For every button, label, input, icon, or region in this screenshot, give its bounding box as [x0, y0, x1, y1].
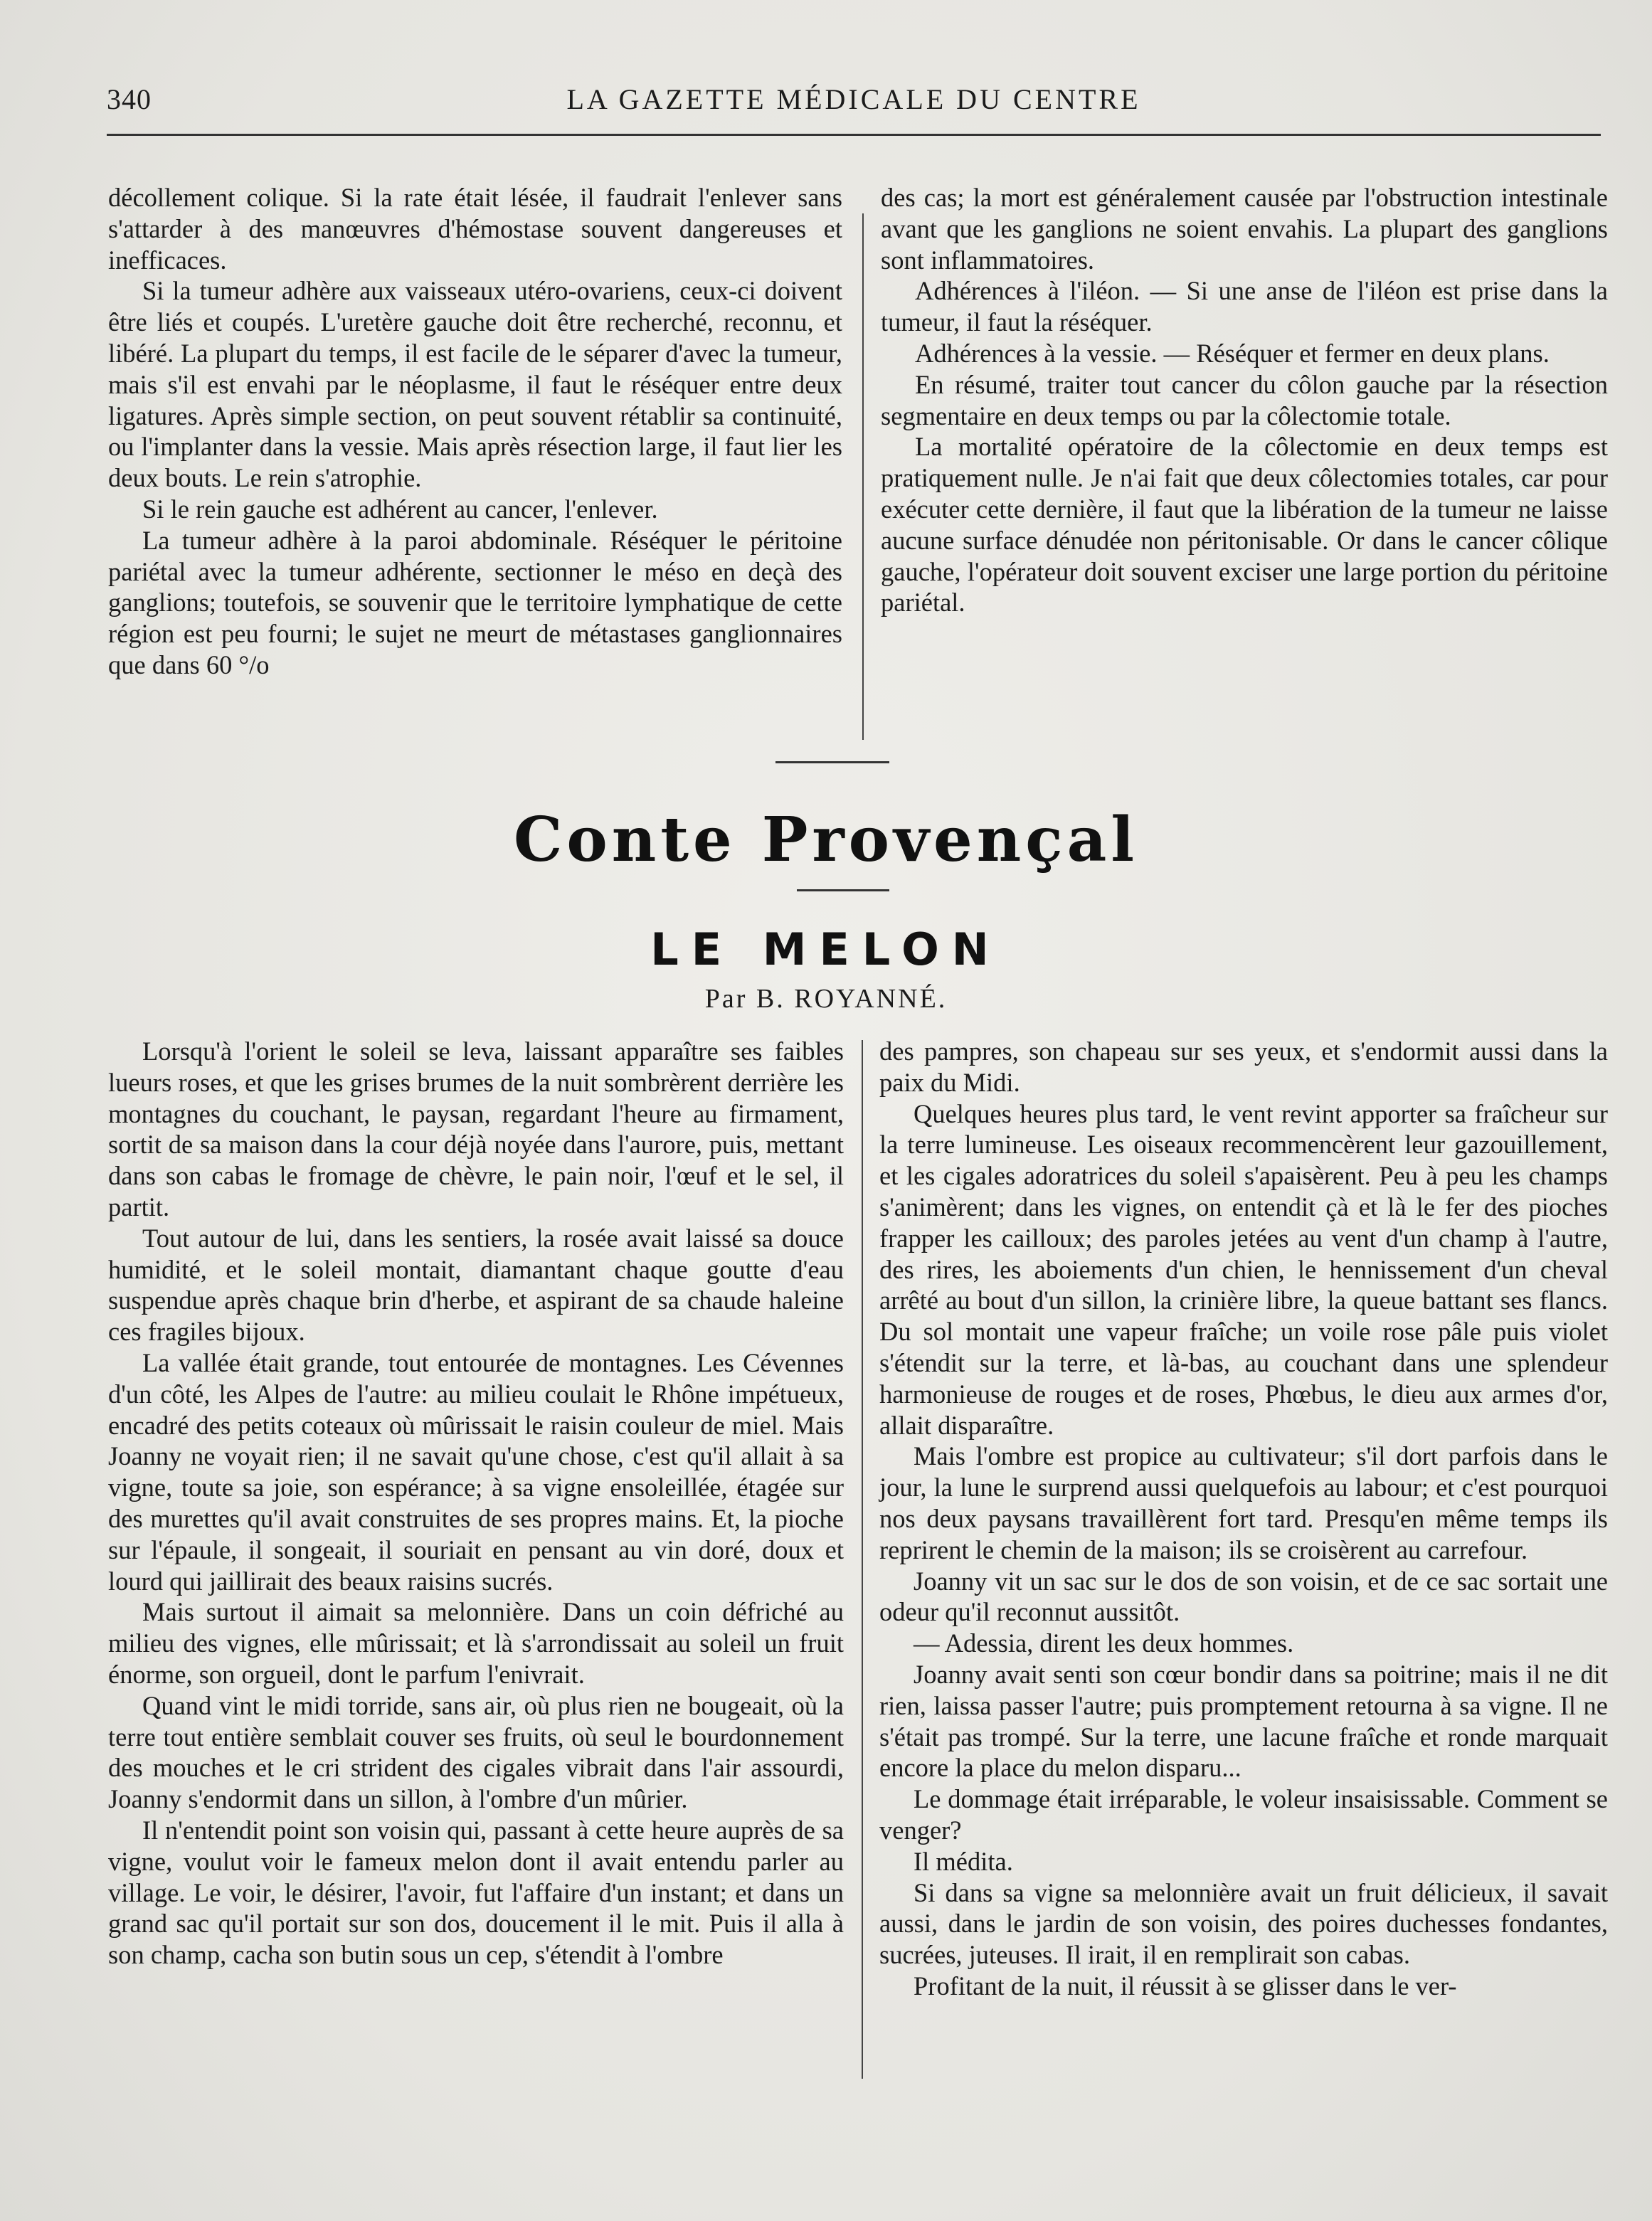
- paragraph: Si dans sa vigne sa melonnière avait un fruit délicieux, il savait aussi, dans le jardin de son voisin, des poires duchesses fondantes, sucrées, juteuses. Il irait, il en remplirait son cabas.: [879, 1877, 1608, 1970]
- page-number: 340: [107, 83, 152, 115]
- paragraph: Mais l'ombre est propice au cultivateur; s'il dort parfois dans le jour, la lune le surprend aussi quelquefois au labour; et c'est pourquoi nos deux paysans travaillèrent fort tard. Presqu'en même temps ils reprirent le chemin de la maison; ils se croisèrent au carrefour.: [879, 1441, 1608, 1564]
- byline: Par B. ROYANNÉ.: [704, 984, 948, 1014]
- top-right-column: [881, 182, 1608, 618]
- top-left-column: [108, 182, 842, 681]
- paragraph: En résumé, traiter tout cancer du côlon gauche par la résection segmentaire en deux temps ou par la côlectomie totale.: [881, 369, 1608, 430]
- running-title: LA GAZETTE MÉDICALE DU CENTRE: [566, 83, 1141, 115]
- paragraph: Il médita.: [914, 1846, 1013, 1876]
- paragraph: Adhérences à la vessie. — Réséquer et fermer en deux plans.: [915, 338, 1550, 368]
- story-right-column: [879, 1036, 1608, 2002]
- paragraph: Adhérences à l'iléon. — Si une anse de l'iléon est prise dans la tumeur, il faut la réséquer.: [881, 276, 1608, 337]
- column-rule: [862, 213, 864, 740]
- paragraph: Joanny vit un sac sur le dos de son voisin, et de ce sac sortait une odeur qu'il reconnut aussitôt.: [879, 1566, 1608, 1627]
- paragraph: Profitant de la nuit, il réussit à se glisser dans le ver-: [914, 1971, 1457, 2000]
- paragraph: La tumeur adhère à la paroi abdominale. Réséquer le péritoine pariétal avec la tumeur adhérente, sectionner le méso en deçà des ganglions; toutefois, se souvenir que le territoire lymphatique de cette région est peu fourni; le sujet ne meurt de métastases ganglionnaires que dans 60 °/o: [108, 525, 842, 679]
- column-rule: [862, 1040, 863, 2079]
- paragraph: Si la tumeur adhère aux vaisseaux utéro-ovariens, ceux-ci doivent être liés et coupés. L'uretère gauche doit être recherché, reconnu, et libéré. La plupart du temps, il est facile de le séparer d'avec la tumeur, mais s'il est envahi par le néoplasme, il faut le réséquer entre deux ligatures. Après simple section, on peut souvent rétablir sa continuité, ou l'implanter dans la vessie. Mais après résection large, il faut lier les deux bouts. Le rein s'atrophie.: [108, 276, 842, 493]
- paragraph: Lorsqu'à l'orient le soleil se leva, laissant apparaître ses faibles lueurs roses, et que les grises brumes de la nuit sombrèrent derrière les montagnes du couchant, le paysan, regardant l'heure au firmament, sortit de sa maison dans la cour déjà noyée dans l'aurore, puis, mettant dans son cabas le fromage de chèvre, le pain noir, l'œuf et le sel, il partit.: [108, 1037, 844, 1221]
- story-left-column: [108, 1036, 844, 1971]
- heading-underline: [797, 889, 889, 891]
- page-header: [107, 78, 1601, 121]
- paragraph: décollement colique. Si la rate était lésée, il faudrait l'enlever sans s'attarder à des manœuvres d'hémostase souvent dangereuses et inefficaces.: [108, 183, 842, 275]
- paragraph: — Adessia, dirent les deux hommes.: [914, 1628, 1294, 1658]
- paragraph: Joanny avait senti son cœur bondir dans sa poitrine; mais il ne dit rien, laissa passer l'autre; puis promptement retourna à sa vigne. Il ne s'était pas trompé. Sur la terre, une lacune fraîche et ronde marquait encore la place du melon disparu...: [879, 1659, 1608, 1783]
- paragraph: Quand vint le midi torride, sans air, où plus rien ne bougeait, où la terre tout entière semblait couver ses fruits, où seul le bourdonnement des mouches et le cri strident des cigales vibrait dans l'air assourdi, Joanny s'endormit dans un sillon, à l'ombre d'un mûrier.: [108, 1690, 844, 1814]
- paragraph: La mortalité opératoire de la côlectomie en deux temps est pratiquement nulle. Je n'ai fait que deux côlectomies totales, car pour exécuter cette dernière, il faut que la libération de la tumeur ne laisse aucune surface dénudée non péritonisable. Or dans le cancer côlique gauche, l'opérateur doit souvent exciser une large portion du péritoine pariétal.: [881, 432, 1608, 617]
- paragraph: des pampres, son chapeau sur ses yeux, et s'endormit aussi dans la paix du Midi.: [879, 1037, 1608, 1097]
- section-heading: Conte Provençal: [513, 804, 1139, 876]
- paragraph: Si le rein gauche est adhérent au cancer, l'enlever.: [142, 494, 658, 524]
- paragraph: La vallée était grande, tout entourée de montagnes. Les Cévennes d'un côté, les Alpes de l'autre: au milieu coulait le Rhône impétueux, encadré des petits coteaux où mûrissait le raisin couleur de miel. Mais Joanny ne voyait rien; il ne savait qu'une chose, c'est qu'il allait à sa vigne, toute sa joie, son espérance; à sa vigne ensoleillée, étagée sur des murettes qu'il avait construites de ses propres mains. Et, la pioche sur l'épaule, il songeait, il souriait en pensant au vin doré, doux et lourd qui jaillirait des beaux raisins sucrés.: [108, 1347, 844, 1596]
- story-title: LE MELON: [650, 923, 1002, 975]
- paragraph: Il n'entendit point son voisin qui, passant à cette heure auprès de sa vigne, voulut voir le fameux melon dont il avait entendu parler au village. Le voir, le désirer, l'avoir, fut l'affaire d'un instant; et dans un grand sac qu'il portait sur son dos, doucement il le mit. Puis il alla à son champ, cacha son butin sous un cep, s'étendit à l'ombre: [108, 1815, 844, 1970]
- paragraph: des cas; la mort est généralement causée par l'obstruction intestinale avant que les ganglions ne soient envahis. La plupart des ganglions sont inflammatoires.: [881, 183, 1608, 275]
- header-rule: [107, 134, 1601, 136]
- paragraph: Le dommage était irréparable, le voleur insaisissable. Comment se venger?: [879, 1784, 1608, 1845]
- paragraph: Mais surtout il aimait sa melonnière. Dans un coin défriché au milieu des vignes, elle mûrissait; et là s'arrondissait au soleil un fruit énorme, son orgueil, dont le parfum l'enivrait.: [108, 1597, 844, 1689]
- paragraph: Tout autour de lui, dans les sentiers, la rosée avait laissé sa douce humidité, et le soleil montait, diamantant chaque goutte d'eau suspendue après chaque brin d'herbe, et aspirant de sa chaude haleine ces fragiles bijoux.: [108, 1223, 844, 1347]
- section-separator-rule: [775, 761, 889, 763]
- paragraph: Quelques heures plus tard, le vent revint apporter sa fraîcheur sur la terre lumineuse. Les oiseaux recommencèrent leur gazouillement, et les cigales adoratrices du soleil s'apaisèrent. Peu à peu les champs s'animèrent; dans les vignes, on entendit çà et là le fer des pioches frapper les cailloux; des paroles jetées au vent d'un champ à l'autre, des rires, les aboiements d'un chien, le hennissement d'un cheval arrêté au bout d'un sillon, la crinière libre, la queue battant ses flancs. Du sol montait une vapeur fraîche; un voile rose pâle puis violet s'étendit sur la terre, et là-bas, au couchant dans une splendeur harmonieuse de rouges et de roses, Phœbus, le dieu aux armes d'or, allait disparaître.: [879, 1098, 1608, 1440]
